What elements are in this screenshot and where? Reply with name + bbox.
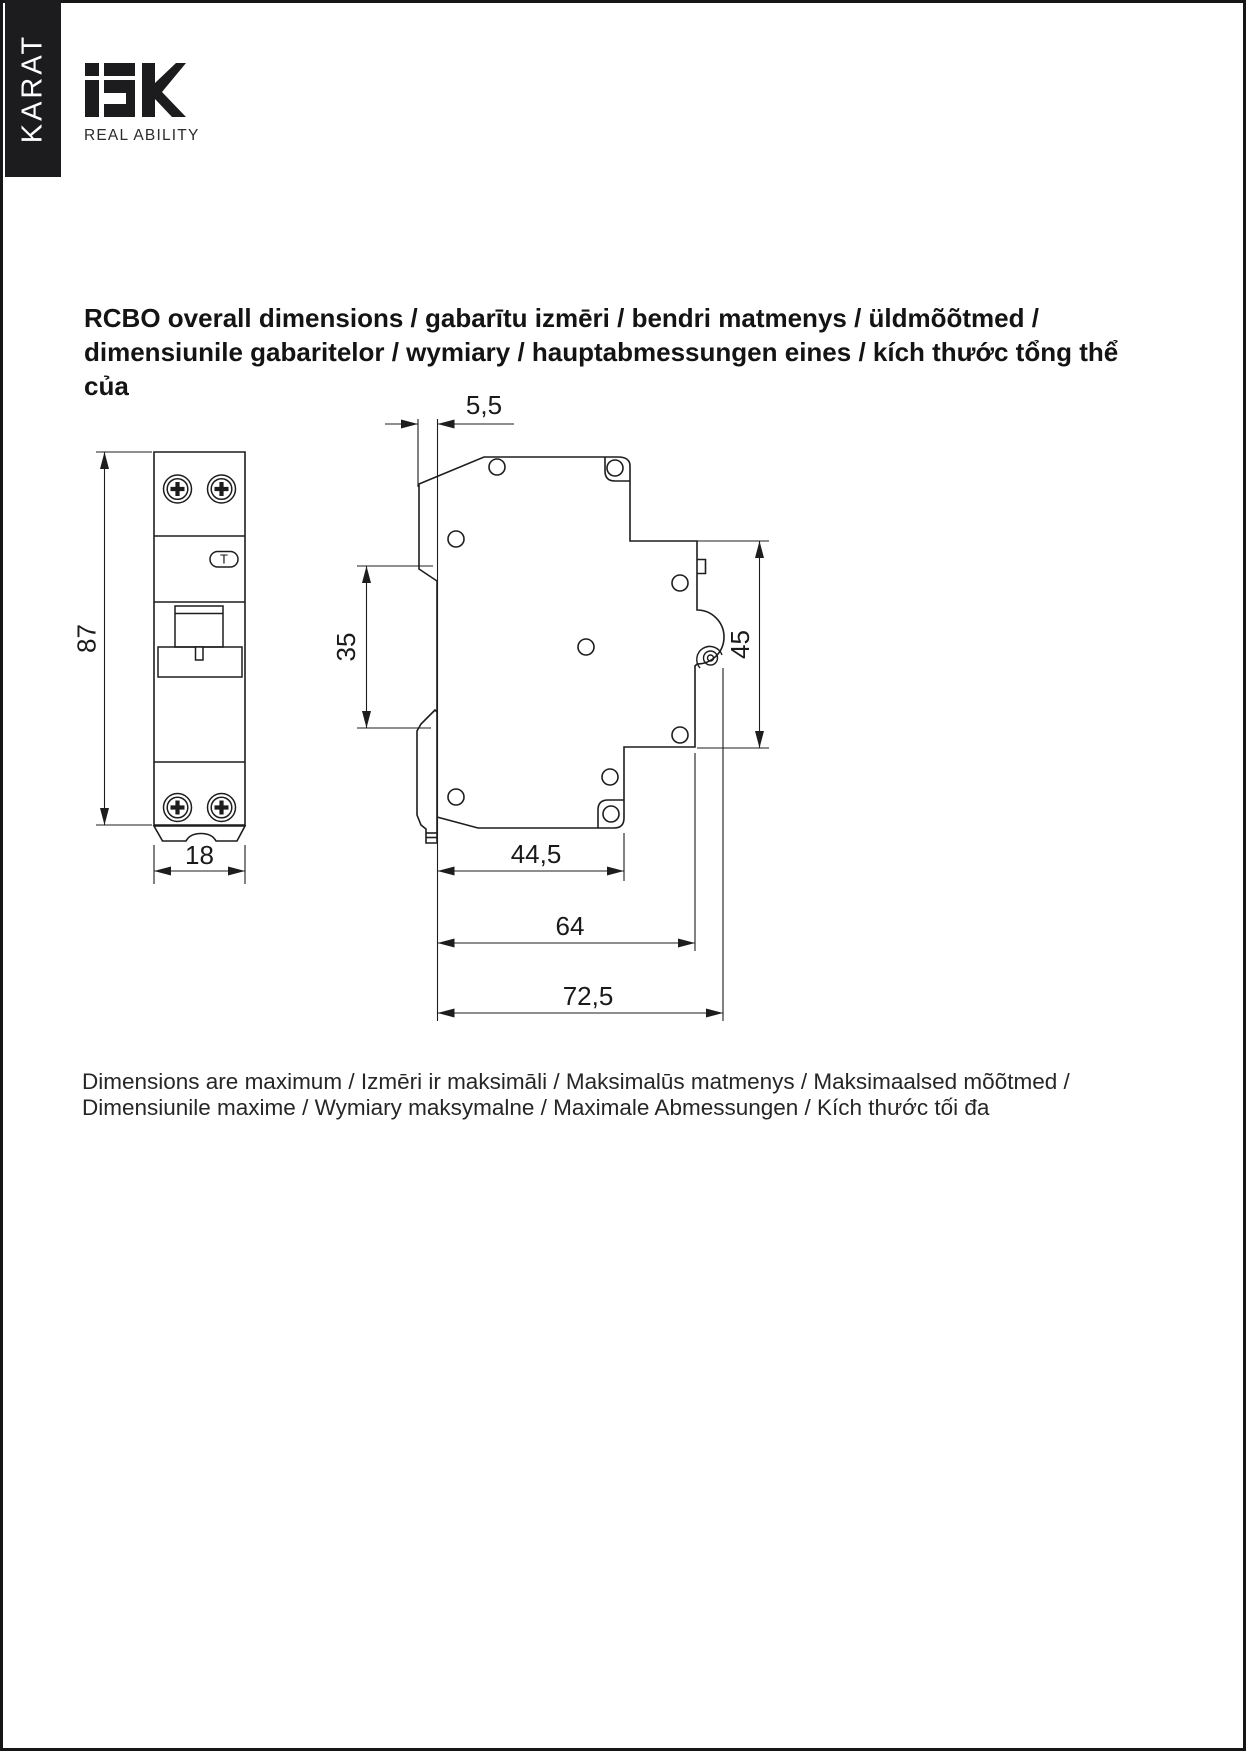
logo-i-dot	[85, 63, 99, 76]
brand-tagline: REAL ABILITY	[84, 127, 200, 144]
front-body-outline	[154, 452, 245, 825]
screw-bottom-left	[164, 794, 192, 822]
footer-note-line1: Dimensions are maximum / Izmēri ir maksimāli / Maksimalūs matmenys / Maksimaalsed mõõtmed /	[82, 1069, 1070, 1094]
dim-35	[331, 566, 433, 728]
side-view	[331, 390, 769, 1021]
iek-logo	[84, 56, 187, 118]
dim-5-5-label: 5,5	[465, 390, 503, 420]
dim-44-5	[438, 833, 625, 881]
toggle-lever	[158, 606, 242, 677]
logo-k-stem	[142, 63, 155, 117]
front-view	[72, 452, 246, 884]
test-button	[210, 552, 238, 568]
side-body-outline	[419, 457, 724, 828]
latch-pivot	[697, 646, 722, 668]
page-title-line2: dimensiunile gabaritelor / wymiary / hauptabmessungen eines / kích thước tổng thể của	[84, 337, 1119, 401]
dim-72-5-label: 72,5	[562, 981, 614, 1011]
dim-72-5	[438, 668, 724, 1021]
karat-sidebar	[5, 0, 61, 177]
page-title-line1: RCBO overall dimensions / gabarītu izmēri / bendri matmenys / üldmõõtmed /	[84, 303, 1039, 333]
dim-45	[697, 541, 769, 748]
dim-18	[154, 840, 245, 884]
dim-87-label: 87	[71, 624, 102, 653]
logo-k-upper-arm	[155, 63, 186, 92]
logo-i-stem	[85, 80, 99, 117]
dim-64-label: 64	[555, 911, 585, 941]
logo-e-top	[104, 63, 135, 76]
test-button-label: T	[220, 551, 228, 567]
front-bottom-cap	[154, 826, 245, 841]
screw-top-right	[208, 475, 236, 503]
screw-top-left	[164, 475, 192, 503]
rcbo-dimension-drawing	[55, 375, 825, 1035]
rear-catch-tab	[697, 560, 706, 574]
dim-35-label: 35	[331, 632, 361, 662]
footer-note	[82, 1069, 1162, 1120]
iek-logo-glyphs	[85, 63, 186, 117]
karat-label: KARAT	[16, 33, 49, 144]
din-rail-clip	[417, 710, 437, 843]
logo-e-body	[104, 80, 135, 117]
rivet-holes	[448, 459, 688, 822]
dim-87	[72, 452, 153, 825]
dim-44-5-label: 44,5	[510, 839, 562, 869]
dim-64	[438, 753, 696, 951]
dim-18-label: 18	[185, 840, 214, 870]
logo-k-lower-arm	[155, 92, 186, 117]
footer-note-line2: Dimensiunile maxime / Wymiary maksymalne / Maximale Abmessungen / Kích thước tối đa	[82, 1094, 990, 1120]
screw-bottom-right	[208, 794, 236, 822]
dim-5-5	[385, 390, 514, 1021]
dim-45-label: 45	[725, 630, 755, 659]
